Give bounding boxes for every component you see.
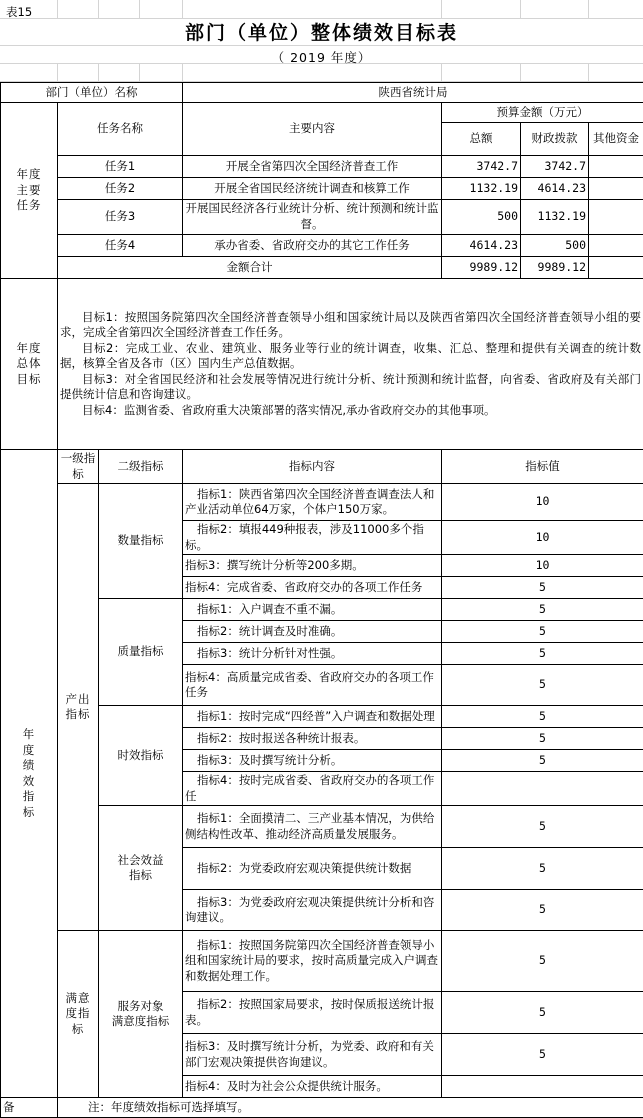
task-name: 任务1 [58,156,183,178]
task-other [589,156,643,178]
col-fiscal: 财政拨款 [521,123,589,156]
perf-row-label: 年 度 绩 效 指 标 [1,450,58,1098]
indicator-value: 5 [442,577,643,599]
indicator-content: 指标2：按照国家局要求，按时保质报送统计报表。 [183,992,442,1034]
indicator-value: 5 [442,806,643,848]
level1-label: 满意 度指 标 [58,931,99,1098]
tasks-total-row [1,257,643,279]
footer-note-row [1,1098,643,1118]
task-fiscal: 3742.7 [521,156,589,178]
task-fiscal: 4614.23 [521,178,589,200]
indicator-content: 指标2：按时报送各种统计报表。 [183,728,442,750]
col-level1: 一级指标 [58,450,99,484]
task-content: 开展全省第四次全国经济普查工作 [183,156,442,178]
goal-item: 目标1：按照国务院第四次全国经济普查领导小组和国家统计局以及陕西省第四次全国经济普查领导小组的要求，完成全省第四次全国经济普查工作任务。 [60,310,641,341]
indicator-content: 指标3：撰写统计分析等200多期。 [183,555,442,577]
indicator-content: 指标4：完成省委、省政府交办的各项工作任务 [183,577,442,599]
task-total: 3742.7 [442,156,521,178]
indicator-content: 指标3：及时撰写统计分析，为党委、政府和有关部门宏观决策提供咨询建议。 [183,1034,442,1076]
indicator-content: 指标1：按照国务院第四次全国经济普查领导小组和国家统计局的要求，按时高质量完成入户调查和数据处理工作。 [183,931,442,992]
indicator-content: 指标1：陕西省第四次全国经济普查调查法人和产业活动单位64万家，个体户150万家。 [183,484,442,521]
task-content: 承办省委、省政府交办的其它工作任务 [183,235,442,257]
col-other: 其他资金 [589,123,643,156]
indicator-content: 指标2：统计调查及时准确。 [183,621,442,643]
perf-indicator-row [1,484,643,521]
task-row [1,235,643,257]
indicator-value [442,1076,643,1098]
task-content: 开展国民经济各行业统计分析、统计预测和统计监督。 [183,200,442,235]
indicator-value: 5 [442,1034,643,1076]
indicator-content: 指标1：全面摸清二、三产业基本情况，为供给侧结构性改革、推动经济高质量发展服务。 [183,806,442,848]
overall-goals-row [1,279,643,450]
indicator-content: 指标3：及时撰写统计分析。 [183,750,442,772]
indicator-value [442,772,643,806]
level1-label: 产出 指标 [58,484,99,931]
indicator-value: 5 [442,706,643,728]
indicator-value: 5 [442,931,643,992]
level2-label: 数量指标 [99,484,183,599]
table-number: 表15 [6,4,32,20]
indicator-content: 指标2：为党委政府宏观决策提供统计数据 [183,848,442,890]
task-fiscal: 500 [521,235,589,257]
task-total: 4614.23 [442,235,521,257]
level2-label: 质量指标 [99,599,183,706]
col-budget-group: 预算金额（万元） [442,103,643,123]
task-row [1,178,643,200]
indicator-content: 指标1：入户调查不重不漏。 [183,599,442,621]
indicator-content: 指标3：统计分析针对性强。 [183,643,442,665]
task-total: 1132.19 [442,178,521,200]
task-total: 500 [442,200,521,235]
indicator-value: 5 [442,643,643,665]
indicator-value: 5 [442,621,643,643]
task-fiscal: 1132.19 [521,200,589,235]
tasks-total-other [589,257,643,279]
task-other [589,200,643,235]
indicator-value: 5 [442,599,643,621]
indicator-value: 5 [442,728,643,750]
level2-label: 服务对象 满意度指标 [99,931,183,1098]
col-level2: 二级指标 [99,450,183,484]
indicator-value: 10 [442,484,643,521]
table-body [1,83,643,1118]
indicator-content: 指标4：及时为社会公众提供统计服务。 [183,1076,442,1098]
task-row [1,200,643,235]
task-name: 任务2 [58,178,183,200]
task-other [589,235,643,257]
col-task-name: 任务名称 [58,103,183,156]
tasks-row-label: 年度 主要 任务 [1,103,58,279]
page-title: 部门（单位）整体绩效目标表 [0,18,643,45]
task-name: 任务3 [58,200,183,235]
task-content: 开展全省国民经济统计调查和核算工作 [183,178,442,200]
perf-indicator-row [1,931,643,992]
col-main-content: 主要内容 [183,103,442,156]
level2-label: 时效指标 [99,706,183,806]
overall-goals-text [58,279,643,450]
level2-label: 社会效益 指标 [99,806,183,931]
col-content: 指标内容 [183,450,442,484]
tasks-total-amount: 9989.12 [442,257,521,279]
col-value: 指标值 [442,450,643,484]
goal-item: 目标4：监测省委、省政府重大决策部署的落实情况,承办省政府交办的其他事项。 [60,403,641,419]
footer-note: 注：年度绩效指标可选择填写。 [58,1098,643,1118]
dept-name-label: 部门（单位）名称 [1,83,183,103]
footer-label: 备 [1,1098,58,1118]
indicator-content: 指标2：填报449种报表，涉及11000多个指标。 [183,521,442,555]
indicator-content: 指标4：高质量完成省委、省政府交办的各项工作任务 [183,665,442,706]
indicator-value: 10 [442,521,643,555]
indicator-value: 5 [442,750,643,772]
indicator-content: 指标1：按时完成“四经普”入户调查和数据处理 [183,706,442,728]
tasks-total-label: 金额合计 [58,257,442,279]
goal-item: 目标2：完成工业、农业、建筑业、服务业等行业的统计调查，收集、汇总、整理和提供有关调查的统计数据，核算全省及各市（区）国内生产总值数据。 [60,341,641,372]
dept-name-row [1,83,643,103]
indicator-value: 5 [442,890,643,931]
indicator-value: 5 [442,992,643,1034]
col-total: 总额 [442,123,521,156]
title-block [0,0,643,82]
page-subtitle: （ 2019 年度） [0,48,643,66]
performance-target-table [0,82,643,1118]
overall-goals-label: 年度 总体 目标 [1,279,58,450]
task-other [589,178,643,200]
indicator-value: 5 [442,665,643,706]
perf-header-row [1,450,643,484]
task-row [1,156,643,178]
tasks-header-row-1 [1,103,643,123]
indicator-content: 指标4：按时完成省委、省政府交办的各项工作任 [183,772,442,806]
goal-item: 目标3：对全省国民经济和社会发展等情况进行统计分析、统计预测和统计监督，向省委、省政府及有关部门提供统计信息和咨询建议。 [60,372,641,403]
indicator-value: 5 [442,848,643,890]
task-name: 任务4 [58,235,183,257]
tasks-total-fiscal: 9989.12 [521,257,589,279]
dept-name-value[interactable]: 陕西省统计局 [183,83,643,103]
indicator-value: 10 [442,555,643,577]
indicator-content: 指标3：为党委政府宏观决策提供统计分析和咨询建议。 [183,890,442,931]
